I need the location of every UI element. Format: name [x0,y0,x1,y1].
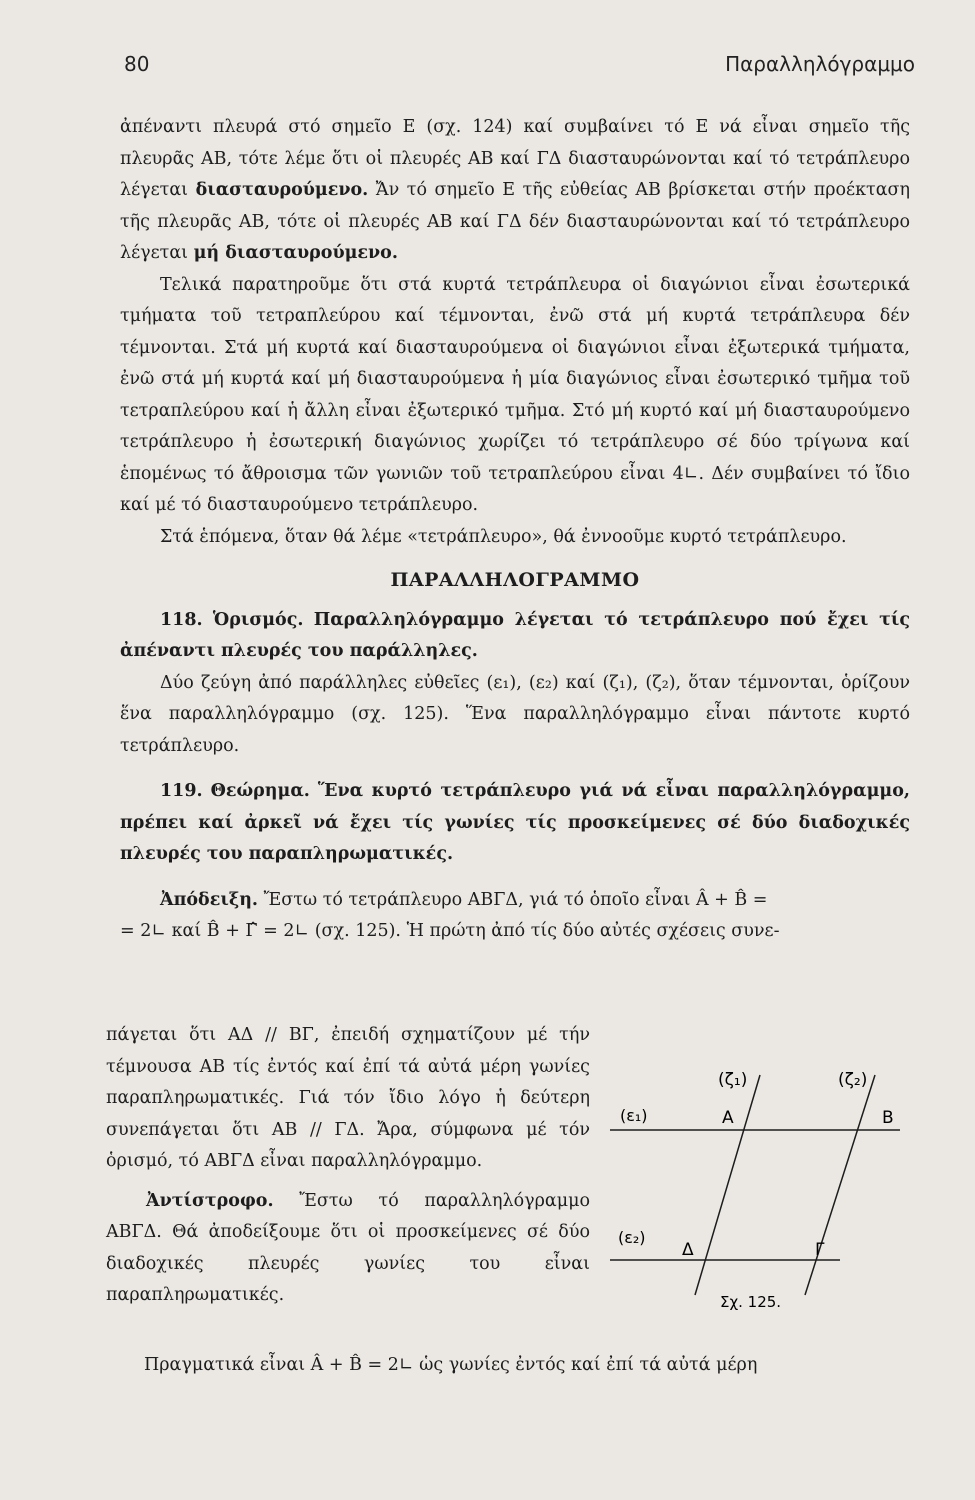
page-number: 80 [124,52,150,76]
intro-paragraph-2: Τελικά παρατηροῦμε ὅτι στά κυρτά τετράπλευρα οἱ διαγώνιοι εἶναι ἐσωτερικά τμήματα τοῦ τετραπλεύρου καί τέμνονται, ἐνῶ στά μή κυρτά τετράπλευρα δέν τέμνονται. Στά μή κυρτά καί διασταυρούμενα οἱ διαγώνιοι εἶναι ἐξωτερικά τμήματα, ἐνῶ στά μή κυρτά καί μή διασταυρούμενα ἡ μία διαγώνιος εἶναι ἐσωτερικό τμῆμα τοῦ τετραπλεύρου καί ἡ ἄλλη εἶναι ἐξωτερικό τμῆμα. Στό μή κυρτό καί μή διασταυρούμενο τετράπλευρο ἡ ἐσωτερική διαγώνιος χωρίζει τό τετράπλευρο σέ δύο τρίγωνα καί ἑπομένως τό ἄθροισμα τῶν γωνιῶν τοῦ τετραπλεύρου εἶναι 4∟. Δέν συμβαίνει τό ἴδιο καί μέ τό διασταυρούμενο τετράπλευρο. [120,274,910,515]
label-e2: (ε₂) [618,1228,646,1247]
label-vertex-d: Δ [682,1240,694,1260]
proof-continued [106,1020,590,1312]
intro-paragraph-1: ἀπέναντι πλευρά στό σημεῖο Ε (σχ. 124) καί συμβαίνει τό Ε νά εἶναι σημεῖο τῆς πλευρᾶς ΑΒ, τότε λέμε ὅτι οἱ πλευρές ΑΒ καί ΓΔ διασταυρώνονται καί τό τετράπλευρο λέγεται διασταυρούμενο. Ἄν τό σημεῖο Ε τῆς εὐθείας ΑΒ βρίσκεται στήν προέκταση τῆς πλευρᾶς ΑΒ, τότε οἱ πλευρές ΑΒ καί ΓΔ δέν διασταυρώνονται καί τό τετράπλευρο λέγεται μή διασταυρούμενο. [120,117,910,263]
proof-line-2: = 2∟ καί B̂ + Γ̂ = 2∟ (σχ. 125). Ἡ πρώτη ἀπό τίς δύο αὐτές σχέσεις συνε- [120,921,780,941]
label-e1: (ε₁) [620,1106,648,1125]
line-z2 [805,1075,875,1295]
label-vertex-b: Β [882,1108,894,1128]
label-z1: (ζ₁) [718,1070,748,1090]
label-vertex-g: Γ [815,1240,825,1260]
running-title: Παραλληλόγραμμο [725,52,915,76]
proof-rest: πάγεται ὅτι ΑΔ // ΒΓ, ἐπειδή σχηματίζουν μέ τήν τέμνουσα ΑΒ τίς ἐντός καί ἐπί τά αὐτά μέρη γωνίες παραπληρωματικές. Γιά τόν ἴδιο λόγο ἡ δεύτερη συνεπάγεται ὅτι ΑΒ // ΓΔ. Ἄρα, σύμφωνα μέ τόν ὁρισμό, τό ΑΒΓΔ εἶναι παραλληλόγραμμο. [106,1025,590,1171]
label-z2: (ζ₂) [838,1070,868,1090]
definition-118: 118. Ὁρισμός. Παραλληλόγραμμο λέγεται τό τετράπλευρο πού ἔχει τίς ἀπέναντι πλευρές του παράλληλες. [120,609,910,661]
intro-paragraph-3: Στά ἑπόμενα, ὅταν θά λέμε «τετράπλευρο», θά ἐννοοῦμε κυρτό τετράπλευρο. [160,526,847,547]
label-vertex-a: Α [722,1108,734,1128]
figure-caption: Σχ. 125. [720,1293,782,1311]
figure-125 [600,1055,920,1325]
converse-paragraph: Ἀντίστροφο. Ἔστω τό παραλληλόγραμμο ΑΒΓΔ. Θά ἀποδείξουμε ὅτι οἱ προσκείμενες σέ δύο διαδοχικές πλευρές γωνίες του εἶναι παραπληρωματικές. [106,1190,590,1305]
definition-118-text: Δύο ζεύγη ἀπό παράλληλες εὐθεῖες (ε₁), (ε₂) καί (ζ₁), (ζ₂), ὅταν τέμνονται, ὁρίζουν ἕνα παραλληλόγραμμο (σχ. 125). Ἕνα παραλληλόγραμμο εἶναι πάντοτε κυρτό τετράπλευρο. [120,672,910,756]
proof-line-1: Ἀπόδειξη. Ἔστω τό τετράπλευρο ΑΒΓΔ, γιά τό ὁποῖο εἶναι Â + B̂ = [160,889,768,910]
main-text [120,112,910,948]
last-line: Πραγματικά εἶναι Â + B̂ = 2∟ ὡς γωνίες ἐντός καί ἐπί τά αὐτά μέρη [144,1355,758,1375]
section-title: ΠΑΡΑΛΛΗΛΟΓΡΑΜΜΟ [390,569,640,591]
theorem-119: 119. Θεώρημα. Ἕνα κυρτό τετράπλευρο γιά νά εἶναι παραλληλόγραμμο, πρέπει καί ἀρκεῖ νά ἔχει τίς γωνίες τίς προσκείμενες σέ δύο διαδοχικές πλευρές του παραπληρωματικές. [120,781,910,864]
